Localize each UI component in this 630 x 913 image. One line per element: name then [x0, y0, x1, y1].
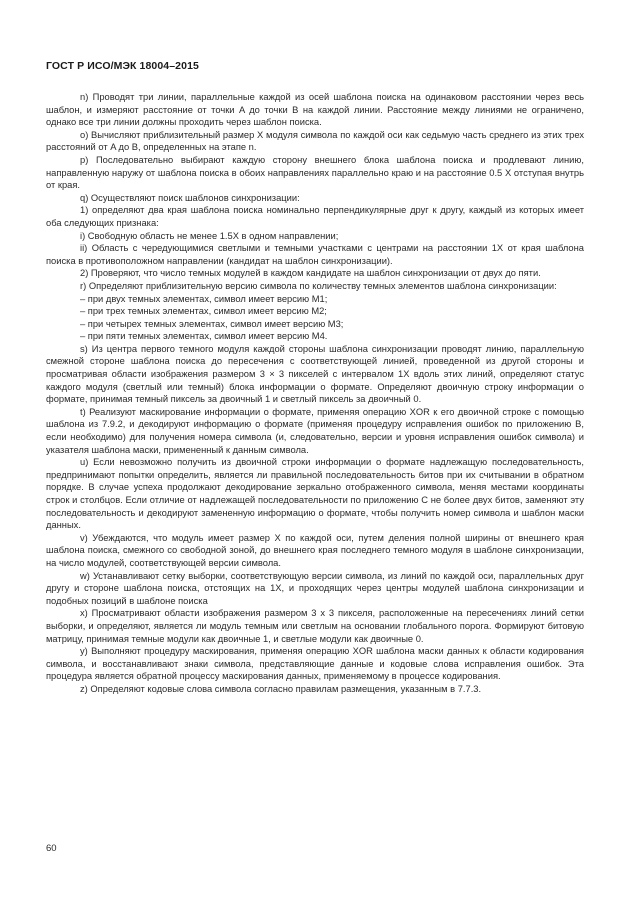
paragraph-u: u) Если невозможно получить из двоичной строки информации о формате надлежащую последовательность, предпринимают попытки определить, является ли правильной последовательность битов при их считывании в обратном порядке. В случае успеха продолжают декодирование зеркально отображенного символа, меняя местами координаты строк и столбцов. Если отличие от надлежащей последовательности по приложению C не более двух битов, заменяют эту последовательность и декодируют замененную информацию о формате, чтобы получить номер символа и шаблон маски данных. — [46, 457, 584, 531]
paragraph-q-1: 1) определяют два края шаблона поиска номинально перпендикулярные друг к другу, каждый из которых имеет оба следующих признака: — [46, 205, 584, 228]
paragraph-x: x) Просматривают области изображения размером 3 x 3 пикселя, расположенные на пересечениях линий сетки выборки, и определяют, является ли модуль темным или светлым на основании глобального порога. Формируют битовую матрицу, принимая темные модули как двоичные 1, и светлые модули как двоичные 0. — [46, 608, 584, 644]
paragraph-w: w) Устанавливают сетку выборки, соответствующую версии символа, из линий по каждой оси, параллельных друг другу и стороне шаблона поиска, отстоящих на 1X, и проходящих через центры модулей шаблона синхронизации и подобных позиций в шаблоне поиска — [46, 570, 584, 606]
page-number: 60 — [46, 843, 57, 854]
paragraph-q-1-i: i) Свободную область не менее 1.5X в одном направлении; — [80, 230, 339, 241]
paragraph-s: s) Из центра первого темного модуля каждой стороны шаблона синхронизации проводят линию, параллельную смежной стороне шаблона поиска до пересечения с соответствующей линией, проведенной из другой стороны и просматривая области изображения размером 3 × 3 пикселей с интервалом 1X вдоль этих линий, определяют статус каждого модуля (светлый или темный) блока информации о формате. Определяют двоичную строку информации о формате, принимая темный пиксель за двоичный 1 и светлый пиксель за двоичный 0. — [46, 343, 584, 405]
document-body — [46, 91, 584, 696]
paragraph-p: p) Последовательно выбирают каждую сторону внешнего блока шаблона поиска и продлевают линию, направленную наружу от шаблона поиска в обоих направлениях параллельно краю и на расстояние 0.5 X отступая внутрь от края. — [46, 154, 584, 191]
list-item-m2: – при трех темных элементах, символ имеет версию M2; — [80, 306, 327, 317]
paragraph-o: o) Вычисляют приблизительный размер X модуля символа по каждой оси как седьмую часть среднего из этих трех расстояний от A до B, определенных на этапе n. — [46, 129, 584, 153]
paragraph-v: v) Убеждаются, что модуль имеет размер X по каждой оси, путем деления полной ширины от внешнего края шаблона поиска, смежного со свободной зоной, до внешнего края последнего темного модуля в шаблоне синхронизации, на число модулей, соответствующей версии символа. — [46, 532, 584, 568]
document-header: ГОСТ Р ИСО/МЭК 18004–2015 — [46, 60, 199, 72]
paragraph-q-1-ii: ii) Область с чередующимися светлыми и темными участками с центрами на расстоянии 1X от края шаблона поиска в противоположном направлении (кандидат на шаблон синхронизации). — [46, 243, 584, 266]
paragraph-q: q) Осуществляют поиск шаблонов синхронизации: — [80, 192, 300, 203]
list-item-m1: – при двух темных элементах, символ имеет версию M1; — [80, 293, 328, 304]
paragraph-n: n) Проводят три линии, параллельные каждой из осей шаблона поиска на одинаковом расстоянии через весь шаблон, и измеряют расстояние от точки A до точки B на каждой линии. Расстояние между линиями не ограничено, однако все три линии должны проходить через шаблон поиска. — [46, 92, 584, 128]
paragraph-q-2: 2) Проверяют, что число темных модулей в каждом кандидате на шаблон синхронизации от двух до пяти. — [80, 268, 541, 279]
paragraph-r: r) Определяют приблизительную версию символа по количеству темных элементов шаблона синхронизации: — [80, 280, 557, 291]
list-item-m4: – при пяти темных элементах, символ имеет версию M4. — [80, 331, 328, 342]
paragraph-t: t) Реализуют маскирование информации о формате, применяя операцию XOR к его двоичной строке с помощью шаблона из 7.9.2, и декодируют информацию о формате (применяя процедуру исправления ошибок по приложению B, если необходимо) для получения номера символа (и, следовательно, версии и уровня исправления ошибок символа) и указателя шаблона маски, примененный к данным символа. — [46, 406, 584, 455]
list-item-m3: – при четырех темных элементах, символ имеет версию M3; — [80, 318, 344, 329]
paragraph-z: z) Определяют кодовые слова символа согласно правилам размещения, указанным в 7.7.3. — [80, 683, 482, 694]
paragraph-y: y) Выполняют процедуру маскирования, применяя операцию XOR шаблона маски данных к области кодирования символа, и восстанавливают знаки символа, представляющие данные и кодовые слова исправления ошибок. Эта процедура является обратной процессу маскирования данных, применяемому в процессе кодирования. — [46, 646, 584, 682]
